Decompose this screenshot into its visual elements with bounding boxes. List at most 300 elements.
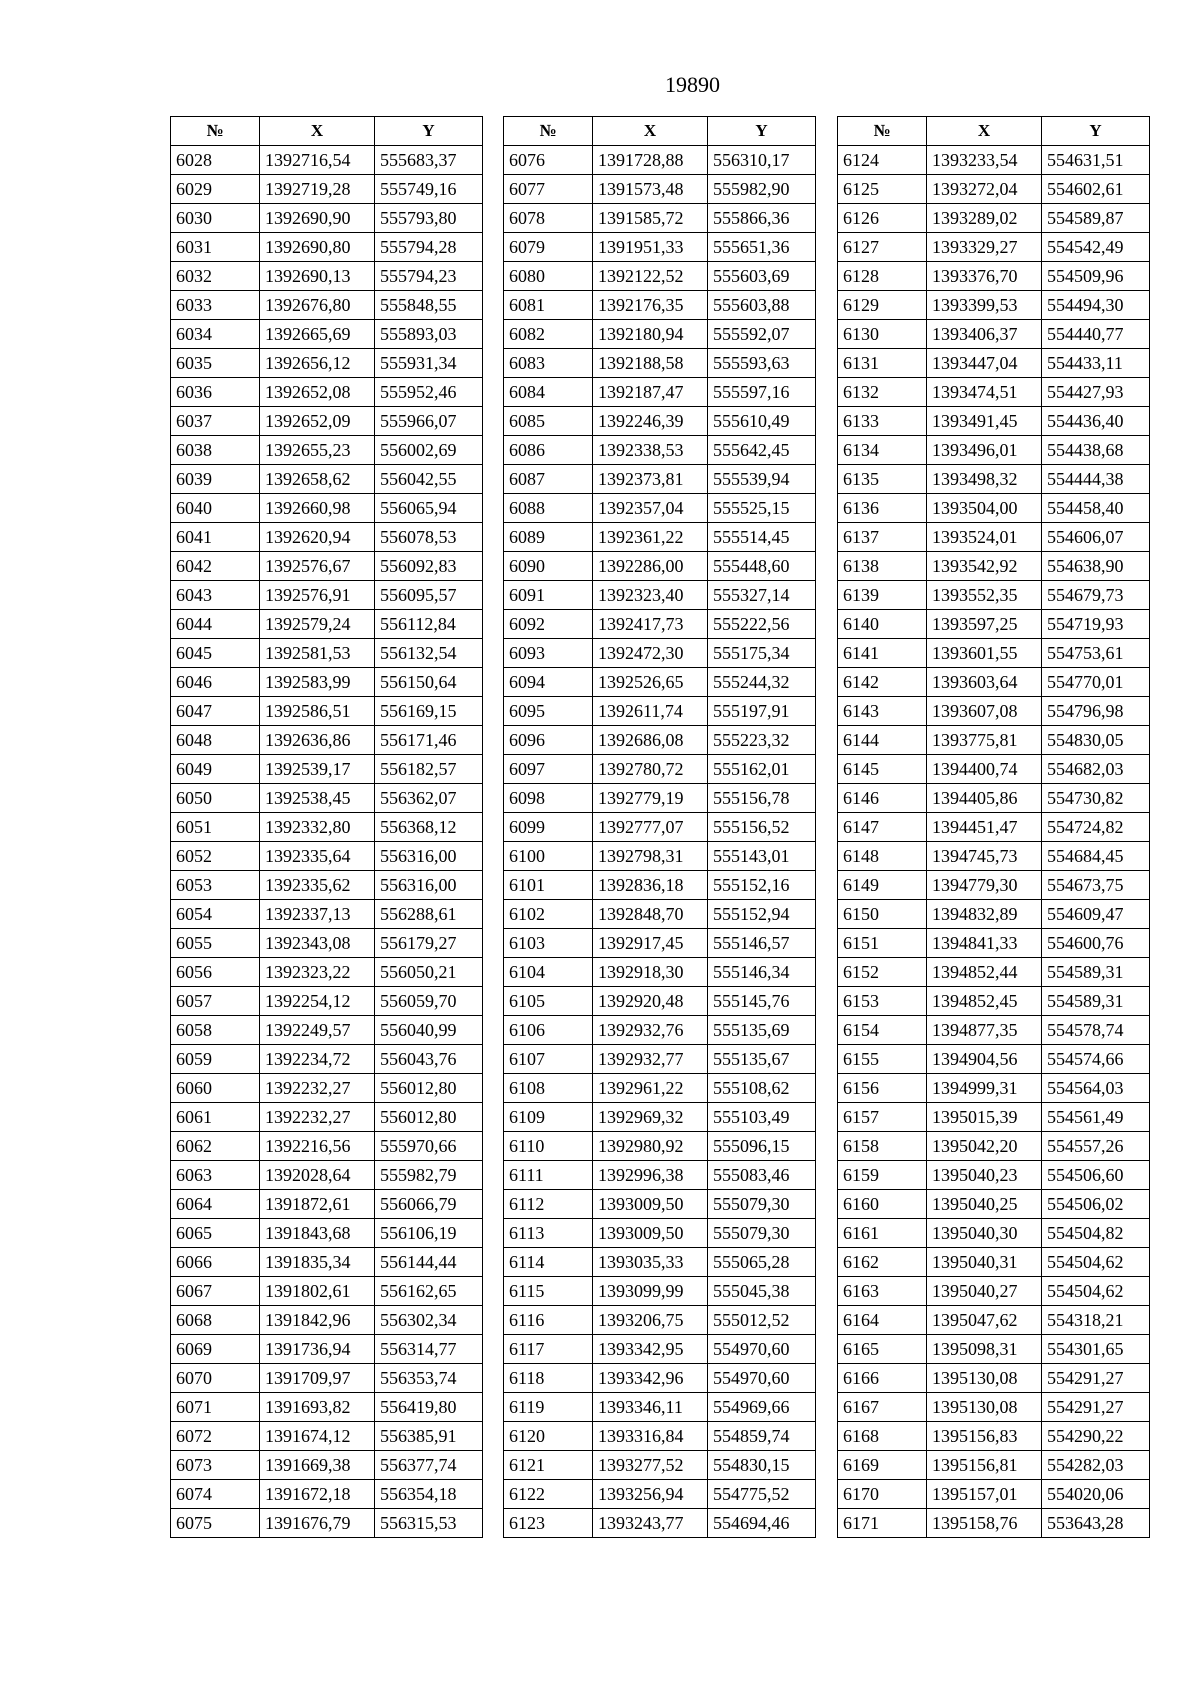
table-row — [504, 407, 816, 436]
table-row — [838, 523, 1150, 552]
cell-number: 6132 — [838, 378, 927, 407]
cell-y: 554290,22 — [1042, 1422, 1150, 1451]
cell-x: 1395156,83 — [927, 1422, 1042, 1451]
cell-x: 1395042,20 — [927, 1132, 1042, 1161]
table-row — [838, 755, 1150, 784]
cell-y: 555651,36 — [708, 233, 816, 262]
cell-y: 555794,28 — [375, 233, 483, 262]
cell-x: 1394779,30 — [927, 871, 1042, 900]
cell-y: 556050,21 — [375, 958, 483, 987]
cell-number: 6055 — [171, 929, 260, 958]
cell-number: 6126 — [838, 204, 927, 233]
cell-x: 1391674,12 — [260, 1422, 375, 1451]
table-row — [504, 1074, 816, 1103]
cell-number: 6139 — [838, 581, 927, 610]
table-row — [504, 1306, 816, 1335]
cell-x: 1393035,33 — [593, 1248, 708, 1277]
cell-y: 554564,03 — [1042, 1074, 1150, 1103]
cell-y: 555079,30 — [708, 1190, 816, 1219]
cell-y: 555848,55 — [375, 291, 483, 320]
cell-x: 1393406,37 — [927, 320, 1042, 349]
cell-number: 6144 — [838, 726, 927, 755]
cell-x: 1393342,95 — [593, 1335, 708, 1364]
cell-number: 6046 — [171, 668, 260, 697]
cell-x: 1392254,12 — [260, 987, 375, 1016]
table-row — [838, 1364, 1150, 1393]
cell-number: 6054 — [171, 900, 260, 929]
cell-y: 554796,98 — [1042, 697, 1150, 726]
table-row — [504, 784, 816, 813]
table-row — [504, 1393, 816, 1422]
cell-y: 556362,07 — [375, 784, 483, 813]
cell-y: 554679,73 — [1042, 581, 1150, 610]
cell-number: 6093 — [504, 639, 593, 668]
table-row — [838, 262, 1150, 291]
cell-x: 1391951,33 — [593, 233, 708, 262]
cell-x: 1395047,62 — [927, 1306, 1042, 1335]
cell-y: 554970,60 — [708, 1335, 816, 1364]
cell-y: 555135,69 — [708, 1016, 816, 1045]
cell-x: 1395040,31 — [927, 1248, 1042, 1277]
cell-x: 1391872,61 — [260, 1190, 375, 1219]
cell-x: 1392636,86 — [260, 726, 375, 755]
cell-x: 1392583,99 — [260, 668, 375, 697]
table-row — [838, 784, 1150, 813]
cell-y: 554589,87 — [1042, 204, 1150, 233]
table-row — [504, 1248, 816, 1277]
cell-x: 1393316,84 — [593, 1422, 708, 1451]
cell-x: 1392686,08 — [593, 726, 708, 755]
cell-number: 6120 — [504, 1422, 593, 1451]
cell-y: 554444,38 — [1042, 465, 1150, 494]
table-row — [171, 784, 483, 813]
table-row — [504, 639, 816, 668]
cell-number: 6165 — [838, 1335, 927, 1364]
cell-number: 6042 — [171, 552, 260, 581]
cell-y: 554509,96 — [1042, 262, 1150, 291]
cell-x: 1392335,62 — [260, 871, 375, 900]
cell-y: 554724,82 — [1042, 813, 1150, 842]
cell-number: 6145 — [838, 755, 927, 784]
header-row — [838, 117, 1150, 146]
cell-number: 6119 — [504, 1393, 593, 1422]
cell-x: 1393206,75 — [593, 1306, 708, 1335]
cell-x: 1392961,22 — [593, 1074, 708, 1103]
cell-number: 6127 — [838, 233, 927, 262]
table-row — [504, 1451, 816, 1480]
cell-x: 1392777,07 — [593, 813, 708, 842]
cell-x: 1393552,35 — [927, 581, 1042, 610]
coordinates-table-1 — [170, 116, 483, 1538]
cell-x: 1393342,96 — [593, 1364, 708, 1393]
table-row — [838, 813, 1150, 842]
cell-number: 6040 — [171, 494, 260, 523]
cell-y: 554436,40 — [1042, 407, 1150, 436]
cell-x: 1392286,00 — [593, 552, 708, 581]
table-row — [171, 1016, 483, 1045]
cell-y: 554970,60 — [708, 1364, 816, 1393]
cell-number: 6084 — [504, 378, 593, 407]
table-row — [838, 929, 1150, 958]
cell-y: 555966,07 — [375, 407, 483, 436]
table-row — [504, 291, 816, 320]
table-row — [171, 958, 483, 987]
cell-x: 1392690,80 — [260, 233, 375, 262]
table-row — [504, 1045, 816, 1074]
header-x: X — [927, 117, 1042, 146]
cell-x: 1395040,27 — [927, 1277, 1042, 1306]
cell-y: 555079,30 — [708, 1219, 816, 1248]
cell-x: 1393272,04 — [927, 175, 1042, 204]
cell-number: 6107 — [504, 1045, 593, 1074]
table-row — [171, 900, 483, 929]
cell-number: 6155 — [838, 1045, 927, 1074]
table-row — [171, 871, 483, 900]
table-row — [171, 987, 483, 1016]
cell-y: 554719,93 — [1042, 610, 1150, 639]
header-number: № — [504, 117, 593, 146]
cell-number: 6083 — [504, 349, 593, 378]
cell-y: 554859,74 — [708, 1422, 816, 1451]
cell-number: 6150 — [838, 900, 927, 929]
table-row — [838, 1306, 1150, 1335]
cell-x: 1392028,64 — [260, 1161, 375, 1190]
cell-y: 554318,21 — [1042, 1306, 1150, 1335]
cell-x: 1391843,68 — [260, 1219, 375, 1248]
table-row — [838, 871, 1150, 900]
cell-number: 6091 — [504, 581, 593, 610]
table-row — [171, 233, 483, 262]
cell-x: 1392652,09 — [260, 407, 375, 436]
cell-x: 1393504,00 — [927, 494, 1042, 523]
cell-y: 554506,02 — [1042, 1190, 1150, 1219]
table-row — [504, 987, 816, 1016]
table-row — [504, 523, 816, 552]
table-row — [504, 929, 816, 958]
cell-number: 6059 — [171, 1045, 260, 1074]
cell-x: 1391676,79 — [260, 1509, 375, 1538]
cell-y: 555610,49 — [708, 407, 816, 436]
table-row — [838, 987, 1150, 1016]
cell-x: 1393496,01 — [927, 436, 1042, 465]
cell-y: 556095,57 — [375, 581, 483, 610]
table-row — [171, 1045, 483, 1074]
cell-x: 1392690,13 — [260, 262, 375, 291]
cell-number: 6074 — [171, 1480, 260, 1509]
cell-number: 6064 — [171, 1190, 260, 1219]
table-row — [171, 523, 483, 552]
cell-number: 6075 — [171, 1509, 260, 1538]
cell-y: 555222,56 — [708, 610, 816, 639]
table-row — [838, 1393, 1150, 1422]
cell-number: 6087 — [504, 465, 593, 494]
cell-x: 1391842,96 — [260, 1306, 375, 1335]
table-row — [838, 900, 1150, 929]
table-row — [838, 146, 1150, 175]
cell-number: 6033 — [171, 291, 260, 320]
cell-y: 556288,61 — [375, 900, 483, 929]
cell-x: 1392343,08 — [260, 929, 375, 958]
cell-y: 555683,37 — [375, 146, 483, 175]
table-row — [504, 1190, 816, 1219]
header-y: Y — [375, 117, 483, 146]
cell-x: 1393277,52 — [593, 1451, 708, 1480]
cell-number: 6057 — [171, 987, 260, 1016]
table-row — [504, 1103, 816, 1132]
cell-y: 555156,52 — [708, 813, 816, 842]
table-row — [838, 175, 1150, 204]
cell-x: 1392719,28 — [260, 175, 375, 204]
cell-x: 1393376,70 — [927, 262, 1042, 291]
cell-y: 555593,63 — [708, 349, 816, 378]
cell-number: 6072 — [171, 1422, 260, 1451]
cell-number: 6077 — [504, 175, 593, 204]
cell-x: 1392932,76 — [593, 1016, 708, 1045]
cell-y: 555152,16 — [708, 871, 816, 900]
table-row — [838, 291, 1150, 320]
cell-number: 6111 — [504, 1161, 593, 1190]
cell-x: 1393607,08 — [927, 697, 1042, 726]
table-row — [838, 1016, 1150, 1045]
cell-y: 554638,90 — [1042, 552, 1150, 581]
cell-number: 6114 — [504, 1248, 593, 1277]
cell-x: 1393256,94 — [593, 1480, 708, 1509]
cell-number: 6096 — [504, 726, 593, 755]
cell-y: 556106,19 — [375, 1219, 483, 1248]
cell-number: 6043 — [171, 581, 260, 610]
cell-number: 6062 — [171, 1132, 260, 1161]
cell-y: 555045,38 — [708, 1277, 816, 1306]
table-row — [171, 436, 483, 465]
cell-number: 6123 — [504, 1509, 593, 1538]
cell-x: 1392969,32 — [593, 1103, 708, 1132]
cell-y: 554291,27 — [1042, 1393, 1150, 1422]
table-row — [171, 465, 483, 494]
table-row — [504, 900, 816, 929]
cell-y: 556353,74 — [375, 1364, 483, 1393]
table-row — [171, 929, 483, 958]
cell-number: 6100 — [504, 842, 593, 871]
cell-x: 1392232,27 — [260, 1074, 375, 1103]
cell-number: 6131 — [838, 349, 927, 378]
cell-x: 1392655,23 — [260, 436, 375, 465]
cell-number: 6166 — [838, 1364, 927, 1393]
cell-number: 6171 — [838, 1509, 927, 1538]
cell-number: 6129 — [838, 291, 927, 320]
cell-y: 556078,53 — [375, 523, 483, 552]
cell-number: 6048 — [171, 726, 260, 755]
table-row — [838, 1190, 1150, 1219]
cell-y: 556144,44 — [375, 1248, 483, 1277]
cell-y: 555793,80 — [375, 204, 483, 233]
cell-y: 554020,06 — [1042, 1480, 1150, 1509]
cell-y: 554574,66 — [1042, 1045, 1150, 1074]
cell-x: 1392538,45 — [260, 784, 375, 813]
header-number: № — [171, 117, 260, 146]
cell-x: 1395130,08 — [927, 1364, 1042, 1393]
table-row — [838, 436, 1150, 465]
cell-y: 555244,32 — [708, 668, 816, 697]
cell-x: 1392996,38 — [593, 1161, 708, 1190]
cell-x: 1393233,54 — [927, 146, 1042, 175]
coordinates-table-3 — [837, 116, 1150, 1538]
cell-number: 6037 — [171, 407, 260, 436]
cell-y: 554589,31 — [1042, 987, 1150, 1016]
cell-number: 6158 — [838, 1132, 927, 1161]
cell-number: 6035 — [171, 349, 260, 378]
cell-y: 555866,36 — [708, 204, 816, 233]
table-row — [838, 726, 1150, 755]
table-row — [171, 175, 483, 204]
table-row — [504, 552, 816, 581]
header-y: Y — [1042, 117, 1150, 146]
table-row — [838, 1480, 1150, 1509]
cell-y: 554770,01 — [1042, 668, 1150, 697]
cell-x: 1391672,18 — [260, 1480, 375, 1509]
cell-number: 6146 — [838, 784, 927, 813]
table-row — [504, 494, 816, 523]
table-row — [171, 146, 483, 175]
cell-y: 555603,88 — [708, 291, 816, 320]
cell-x: 1392361,22 — [593, 523, 708, 552]
table-row — [838, 1074, 1150, 1103]
cell-x: 1393009,50 — [593, 1190, 708, 1219]
cell-number: 6169 — [838, 1451, 927, 1480]
cell-y: 555642,45 — [708, 436, 816, 465]
cell-y: 554830,05 — [1042, 726, 1150, 755]
cell-y: 554504,62 — [1042, 1277, 1150, 1306]
cell-y: 554506,60 — [1042, 1161, 1150, 1190]
cell-x: 1392780,72 — [593, 755, 708, 784]
cell-x: 1395098,31 — [927, 1335, 1042, 1364]
table-row — [171, 320, 483, 349]
cell-x: 1392611,74 — [593, 697, 708, 726]
cell-x: 1392660,98 — [260, 494, 375, 523]
cell-number: 6029 — [171, 175, 260, 204]
cell-x: 1392920,48 — [593, 987, 708, 1016]
cell-x: 1394405,86 — [927, 784, 1042, 813]
table-row — [171, 581, 483, 610]
table-row — [504, 1364, 816, 1393]
cell-x: 1392658,62 — [260, 465, 375, 494]
cell-y: 554775,52 — [708, 1480, 816, 1509]
cell-number: 6116 — [504, 1306, 593, 1335]
cell-x: 1392335,64 — [260, 842, 375, 871]
cell-x: 1392576,91 — [260, 581, 375, 610]
cell-x: 1393399,53 — [927, 291, 1042, 320]
cell-x: 1392417,73 — [593, 610, 708, 639]
cell-y: 555982,79 — [375, 1161, 483, 1190]
cell-number: 6109 — [504, 1103, 593, 1132]
table-row — [504, 436, 816, 465]
cell-y: 556310,17 — [708, 146, 816, 175]
cell-x: 1393601,55 — [927, 639, 1042, 668]
cell-number: 6141 — [838, 639, 927, 668]
table-row — [504, 1277, 816, 1306]
table-row — [504, 320, 816, 349]
cell-y: 555103,49 — [708, 1103, 816, 1132]
cell-y: 556040,99 — [375, 1016, 483, 1045]
table-row — [504, 378, 816, 407]
table-row — [838, 407, 1150, 436]
table-row — [171, 1161, 483, 1190]
cell-x: 1392539,17 — [260, 755, 375, 784]
page-number: 19890 — [665, 72, 720, 97]
cell-x: 1393542,92 — [927, 552, 1042, 581]
cell-y: 555525,15 — [708, 494, 816, 523]
cell-y: 555603,69 — [708, 262, 816, 291]
header-x: X — [593, 117, 708, 146]
cell-x: 1395040,25 — [927, 1190, 1042, 1219]
cell-x: 1393474,51 — [927, 378, 1042, 407]
cell-x: 1393243,77 — [593, 1509, 708, 1538]
cell-x: 1392918,30 — [593, 958, 708, 987]
cell-number: 6094 — [504, 668, 593, 697]
cell-x: 1392656,12 — [260, 349, 375, 378]
cell-number: 6142 — [838, 668, 927, 697]
cell-number: 6149 — [838, 871, 927, 900]
cell-x: 1392716,54 — [260, 146, 375, 175]
table-row — [504, 697, 816, 726]
cell-x: 1392232,27 — [260, 1103, 375, 1132]
cell-y: 556066,79 — [375, 1190, 483, 1219]
cell-number: 6066 — [171, 1248, 260, 1277]
cell-number: 6063 — [171, 1161, 260, 1190]
table-row — [171, 726, 483, 755]
cell-y: 556150,64 — [375, 668, 483, 697]
cell-x: 1392586,51 — [260, 697, 375, 726]
cell-number: 6118 — [504, 1364, 593, 1393]
cell-y: 554282,03 — [1042, 1451, 1150, 1480]
cell-x: 1392779,19 — [593, 784, 708, 813]
cell-number: 6154 — [838, 1016, 927, 1045]
cell-number: 6137 — [838, 523, 927, 552]
cell-x: 1393289,02 — [927, 204, 1042, 233]
cell-number: 6085 — [504, 407, 593, 436]
cell-y: 556182,57 — [375, 755, 483, 784]
cell-number: 6090 — [504, 552, 593, 581]
cell-number: 6135 — [838, 465, 927, 494]
table-row — [504, 1161, 816, 1190]
table-row — [504, 755, 816, 784]
cell-number: 6069 — [171, 1335, 260, 1364]
cell-x: 1392576,67 — [260, 552, 375, 581]
table-row — [504, 726, 816, 755]
cell-y: 555197,91 — [708, 697, 816, 726]
table-row — [171, 668, 483, 697]
cell-x: 1392665,69 — [260, 320, 375, 349]
cell-y: 555597,16 — [708, 378, 816, 407]
cell-y: 554557,26 — [1042, 1132, 1150, 1161]
cell-x: 1392357,04 — [593, 494, 708, 523]
cell-y: 556302,34 — [375, 1306, 483, 1335]
cell-x: 1391736,94 — [260, 1335, 375, 1364]
cell-y: 554673,75 — [1042, 871, 1150, 900]
cell-y: 556059,70 — [375, 987, 483, 1016]
cell-x: 1393603,64 — [927, 668, 1042, 697]
cell-number: 6151 — [838, 929, 927, 958]
table-row — [838, 842, 1150, 871]
cell-x: 1391669,38 — [260, 1451, 375, 1480]
cell-x: 1393329,27 — [927, 233, 1042, 262]
cell-number: 6030 — [171, 204, 260, 233]
cell-y: 556354,18 — [375, 1480, 483, 1509]
cell-number: 6068 — [171, 1306, 260, 1335]
table-row — [171, 291, 483, 320]
cell-y: 556171,46 — [375, 726, 483, 755]
cell-y: 556002,69 — [375, 436, 483, 465]
cell-number: 6130 — [838, 320, 927, 349]
